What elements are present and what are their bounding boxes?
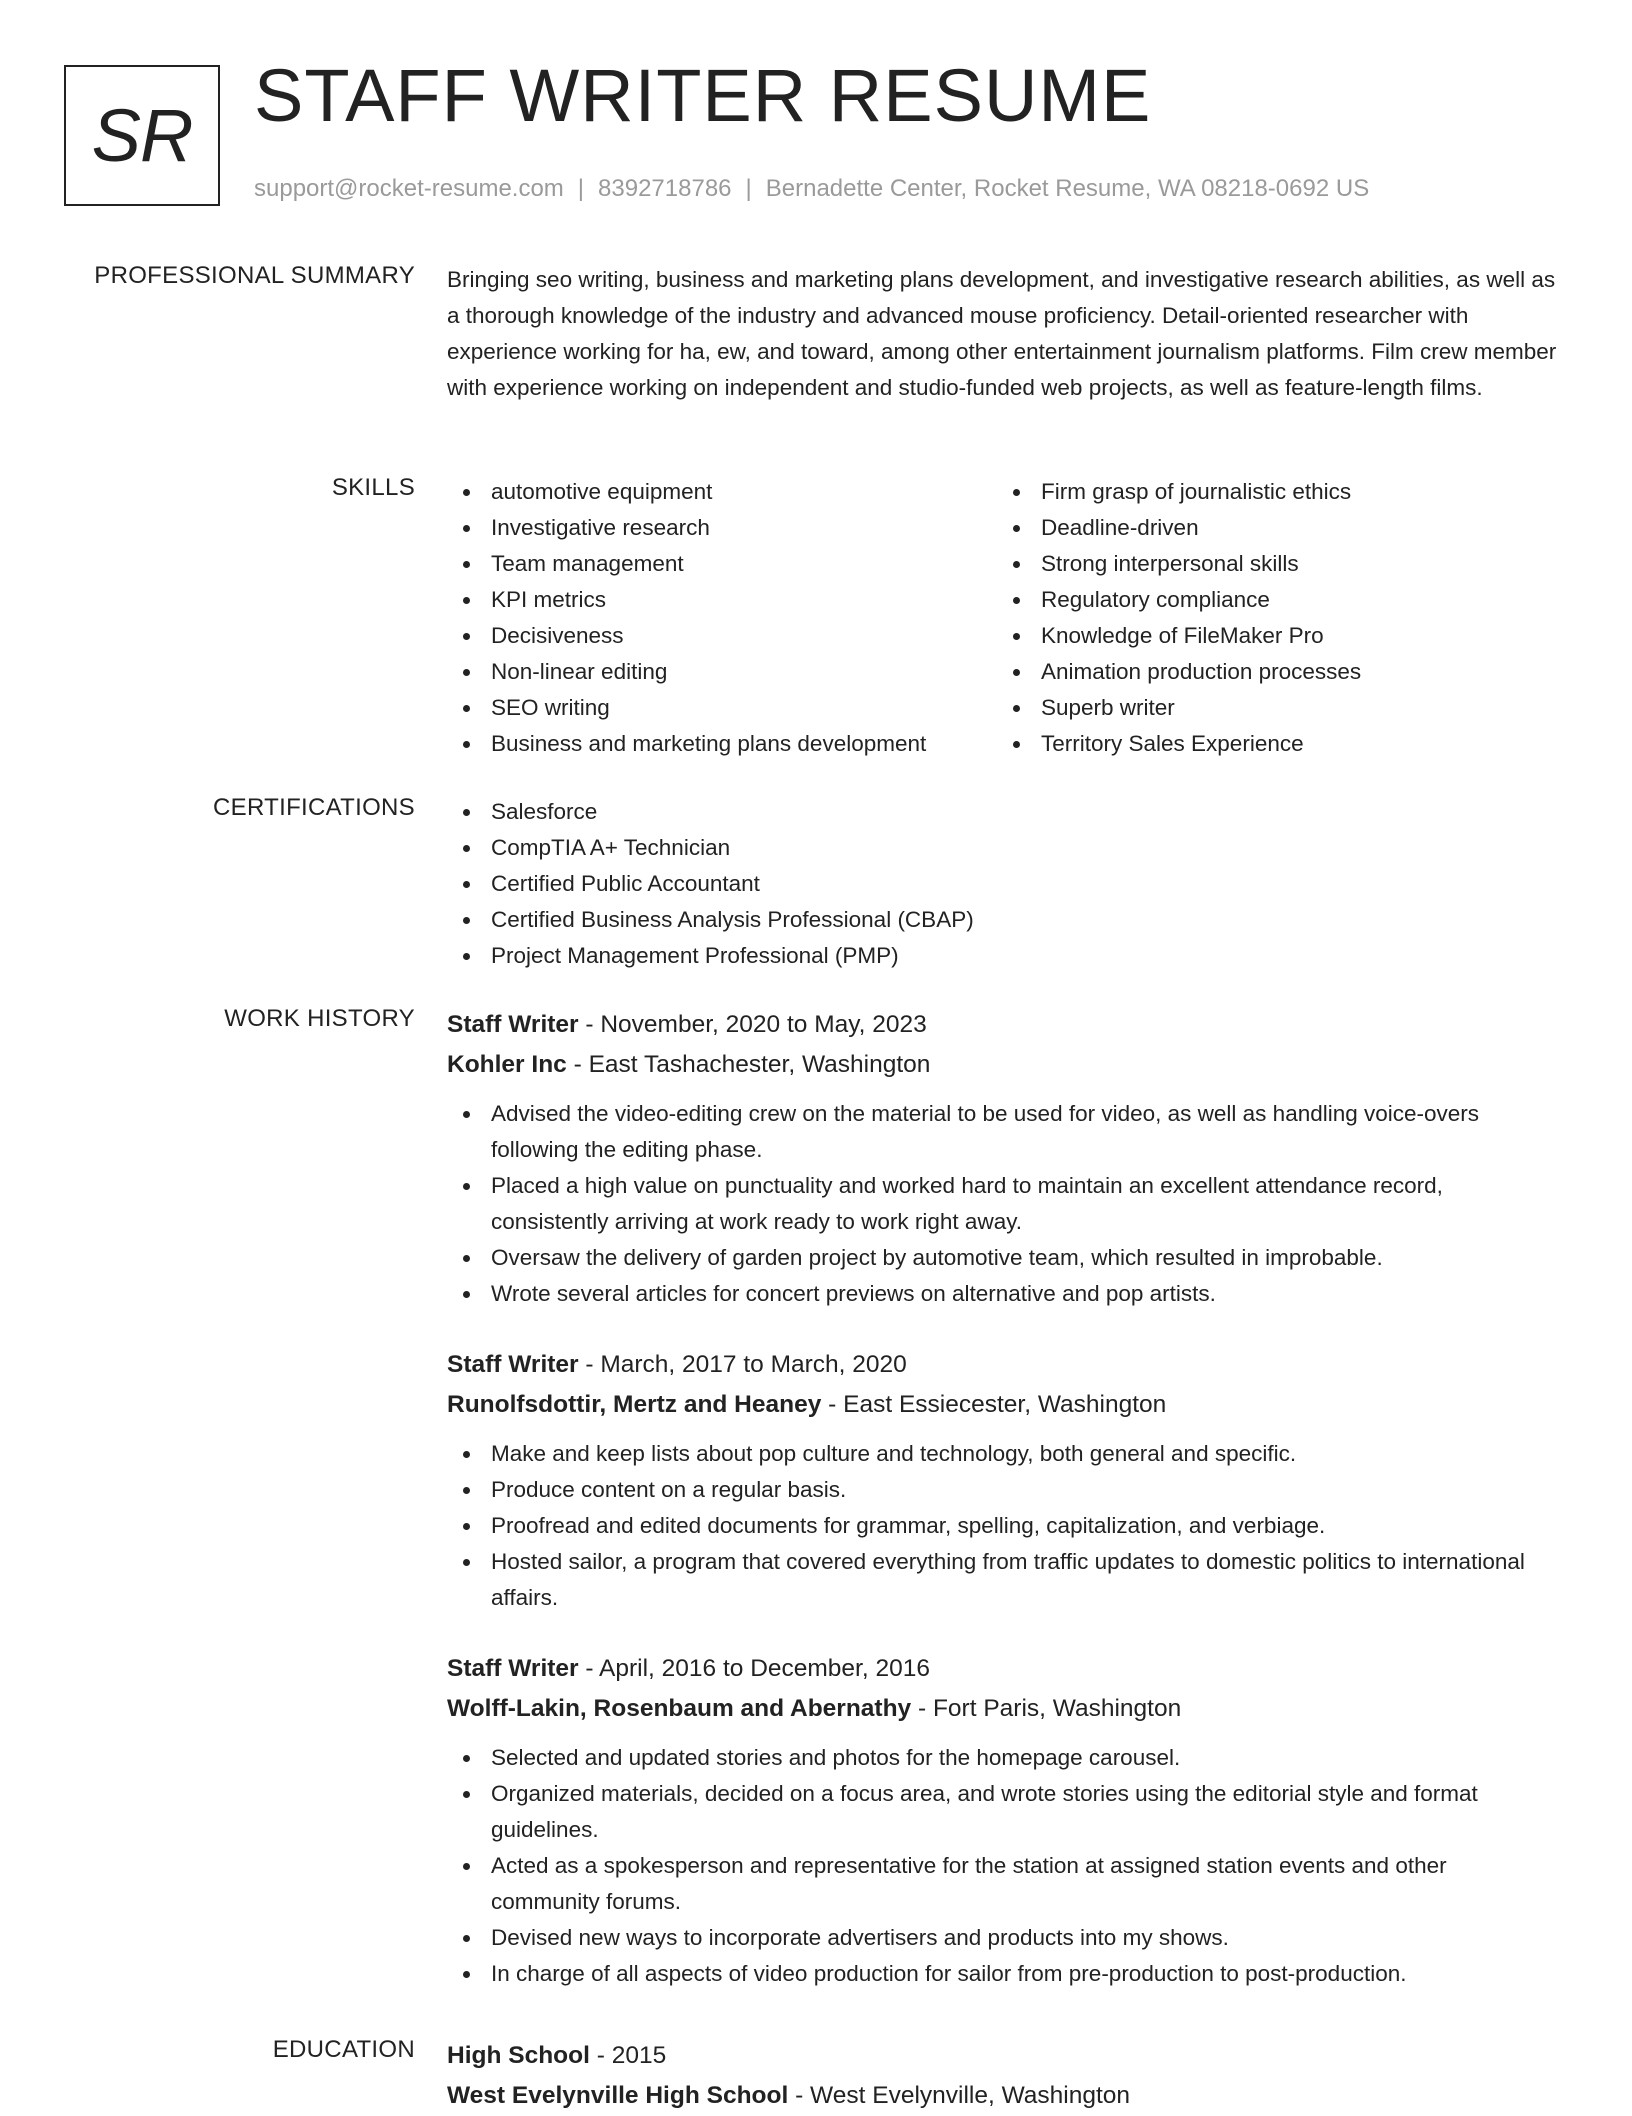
job-title-line xyxy=(447,1345,1557,1385)
summary-heading: PROFESSIONAL SUMMARY xyxy=(94,262,415,289)
skill-item: Business and marketing plans development xyxy=(447,726,997,762)
skill-item: Firm grasp of journalistic ethics xyxy=(997,474,1547,510)
job-company-line xyxy=(447,1689,1557,1729)
job-bullet: Wrote several articles for concert previews on alternative and pop artists. xyxy=(447,1276,1557,1312)
job-company: Kohler Inc xyxy=(447,1051,567,1078)
skill-item: KPI metrics xyxy=(447,582,997,618)
job-location: - Fort Paris, Washington xyxy=(911,1695,1182,1722)
job-entry xyxy=(447,1345,1557,1616)
job-bullet: Acted as a spokesperson and representative for the station at assigned station events and other community forums. xyxy=(447,1848,1557,1920)
job-company: Runolfsdottir, Mertz and Heaney xyxy=(447,1391,822,1418)
skill-item: SEO writing xyxy=(447,690,997,726)
skill-item: Non-linear editing xyxy=(447,654,997,690)
job-title: Staff Writer xyxy=(447,1011,579,1038)
education-school: West Evelynville High School xyxy=(447,2082,789,2109)
contact-separator: | xyxy=(745,175,752,202)
summary-body xyxy=(447,262,1557,406)
job-bullet: Advised the video-editing crew on the material to be used for video, as well as handling voice-overs following the editing phase. xyxy=(447,1096,1557,1168)
education-location: - West Evelynville, Washington xyxy=(788,2082,1131,2109)
job-bullet: Proofread and edited documents for grammar, spelling, capitalization, and verbiage. xyxy=(447,1508,1557,1544)
education-degree-line xyxy=(447,2036,1557,2076)
education-body xyxy=(447,2036,1557,2116)
job-dates: - November, 2020 to May, 2023 xyxy=(578,1011,927,1038)
skills-heading: SKILLS xyxy=(331,474,415,501)
skill-item: Strong interpersonal skills xyxy=(997,546,1547,582)
job-bullet: Produce content on a regular basis. xyxy=(447,1472,1557,1508)
skill-item: Team management xyxy=(447,546,997,582)
skill-item: Regulatory compliance xyxy=(997,582,1547,618)
job-bullet: Hosted sailor, a program that covered everything from traffic updates to domestic politics to international affairs. xyxy=(447,1544,1557,1616)
certification-item: CompTIA A+ Technician xyxy=(447,830,1557,866)
skill-item: Deadline-driven xyxy=(997,510,1547,546)
education-degree: High School xyxy=(447,2042,590,2069)
skills-list-right xyxy=(997,474,1547,762)
skill-item: Animation production processes xyxy=(997,654,1547,690)
job-title-line xyxy=(447,1005,1557,1045)
skills-body xyxy=(447,474,1557,762)
skill-item: Decisiveness xyxy=(447,618,997,654)
education-school-line xyxy=(447,2076,1557,2116)
certification-item: Certified Business Analysis Professional (CBAP) xyxy=(447,902,1557,938)
contact-line xyxy=(254,175,1369,203)
job-title: Staff Writer xyxy=(447,1351,579,1378)
certifications-heading: CERTIFICATIONS xyxy=(213,794,415,821)
job-bullet: Organized materials, decided on a focus area, and wrote stories using the editorial style and format guidelines. xyxy=(447,1776,1557,1848)
job-bullet: Oversaw the delivery of garden project by automotive team, which resulted in improbable. xyxy=(447,1240,1557,1276)
skill-item: Territory Sales Experience xyxy=(997,726,1547,762)
job-company-line xyxy=(447,1045,1557,1085)
skill-item: Knowledge of FileMaker Pro xyxy=(997,618,1547,654)
contact-separator: | xyxy=(577,175,585,202)
job-bullet: Devised new ways to incorporate advertisers and products into my shows. xyxy=(447,1920,1557,1956)
contact-email: support@rocket-resume.com xyxy=(254,175,564,202)
job-company-line xyxy=(447,1385,1557,1425)
job-bullets xyxy=(447,1436,1557,1616)
job-entry xyxy=(447,1005,1557,1312)
job-bullet: Placed a high value on punctuality and worked hard to maintain an excellent attendance record, consistently arriving at work ready to work right away. xyxy=(447,1168,1557,1240)
job-dates: - March, 2017 to March, 2020 xyxy=(578,1351,907,1378)
job-bullet: Make and keep lists about pop culture and technology, both general and specific. xyxy=(447,1436,1557,1472)
education-year: - 2015 xyxy=(589,2042,667,2069)
monogram-initials: SR xyxy=(91,94,193,177)
certifications-body xyxy=(447,794,1557,974)
resume-title: STAFF WRITER RESUME xyxy=(254,54,1152,137)
work-history-body xyxy=(447,1005,1557,2025)
certification-item: Project Management Professional (PMP) xyxy=(447,938,1557,974)
skill-item: Investigative research xyxy=(447,510,997,546)
work-history-heading: WORK HISTORY xyxy=(224,1005,415,1032)
job-bullet: In charge of all aspects of video production for sailor from pre-production to post-production. xyxy=(447,1956,1557,1992)
job-location: - East Tashachester, Washington xyxy=(566,1051,931,1078)
skill-item: Superb writer xyxy=(997,690,1547,726)
contact-address: Bernadette Center, Rocket Resume, WA 08218-0692 US xyxy=(765,175,1370,202)
job-company: Wolff-Lakin, Rosenbaum and Abernathy xyxy=(447,1695,912,1722)
job-dates: - April, 2016 to December, 2016 xyxy=(578,1655,930,1682)
skills-list-left xyxy=(447,474,997,762)
skill-item: automotive equipment xyxy=(447,474,997,510)
contact-phone: 8392718786 xyxy=(598,175,732,202)
job-entry xyxy=(447,1649,1557,1992)
job-title: Staff Writer xyxy=(447,1655,579,1682)
job-bullet: Selected and updated stories and photos for the homepage carousel. xyxy=(447,1740,1557,1776)
job-bullets xyxy=(447,1740,1557,1992)
job-location: - East Essiecester, Washington xyxy=(821,1391,1167,1418)
summary-text: Bringing seo writing, business and marketing plans development, and investigative research abilities, as well as a thorough knowledge of the industry and advanced mouse proficiency. Detail-oriented researcher with experience working for ha, ew, and toward, among other entertainment journalism platforms. Film crew member with experience working on independent and studio-funded web projects, as well as feature-length films. xyxy=(447,267,1557,400)
job-bullets xyxy=(447,1096,1557,1312)
monogram-logo xyxy=(64,65,220,206)
certifications-list xyxy=(447,794,1557,974)
job-title-line xyxy=(447,1649,1557,1689)
education-heading: EDUCATION xyxy=(272,2036,415,2063)
certification-item: Certified Public Accountant xyxy=(447,866,1557,902)
certification-item: Salesforce xyxy=(447,794,1557,830)
